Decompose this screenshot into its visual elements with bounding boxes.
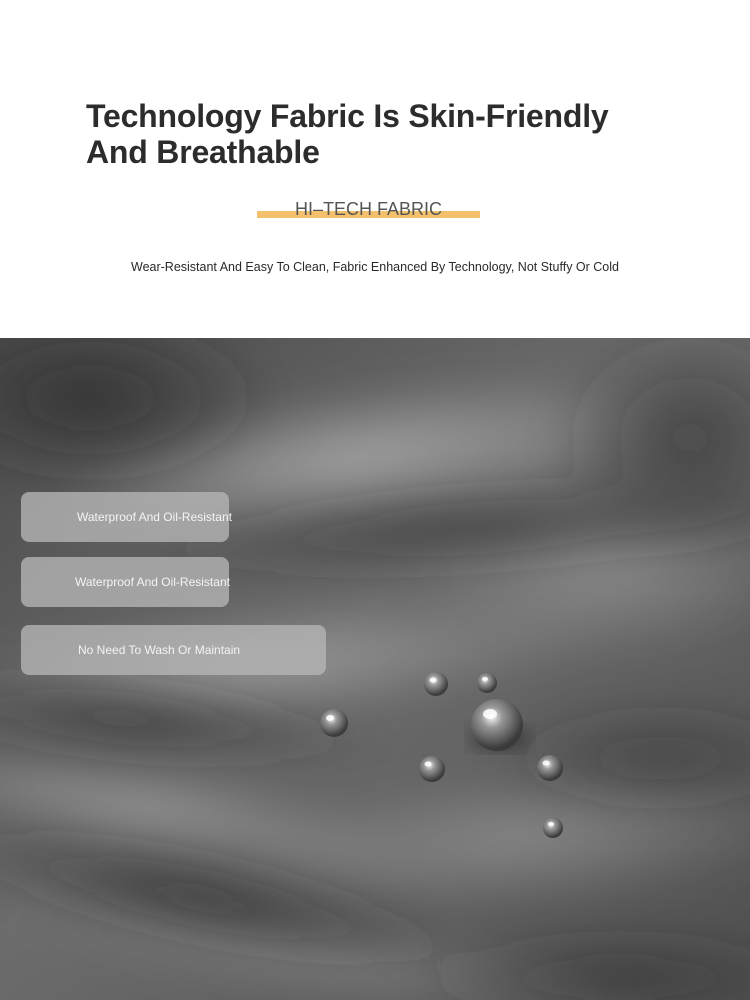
description: Wear-Resistant And Easy To Clean, Fabric Enhanced By Technology, Not Stuffy Or Cold — [131, 260, 619, 274]
feature-pill — [21, 557, 229, 607]
page-title — [86, 98, 686, 170]
page-title-line-2: And Breathable — [86, 134, 320, 170]
feature-pill-label: Waterproof And Oil-Resistant — [75, 575, 230, 589]
feature-pill-label: No Need To Wash Or Maintain — [78, 643, 241, 657]
page-title-line-1: Technology Fabric Is Skin-Friendly — [86, 98, 609, 134]
header-section — [0, 0, 750, 338]
feature-pill — [21, 625, 326, 675]
feature-pill — [21, 492, 232, 542]
feature-pill-label: Waterproof And Oil-Resistant — [77, 510, 232, 524]
subtitle: HI–TECH FABRIC — [294, 199, 443, 219]
